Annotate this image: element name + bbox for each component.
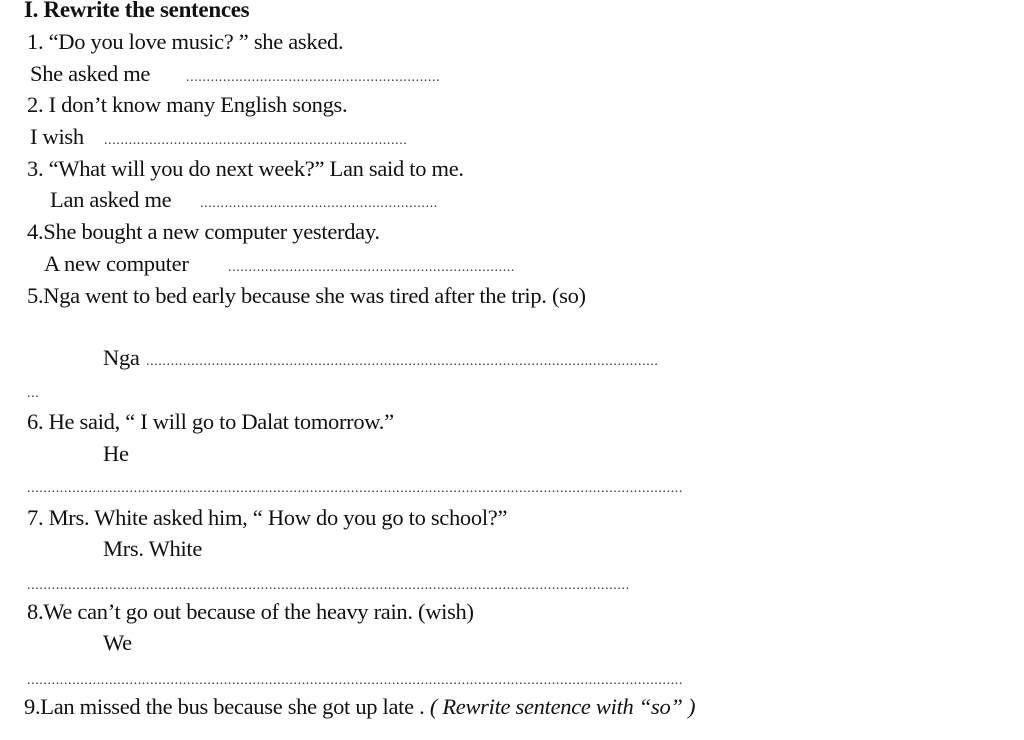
question-9-text: 9.Lan missed the bus because she got up late . <box>24 694 430 719</box>
answer-line-5: ............................................................................................................................. <box>146 354 659 369</box>
answer-line-8: ................................................................................................................................................................ <box>27 673 683 688</box>
answer-line-7: ................................................................................................................................................... <box>27 578 630 593</box>
answer-line-2: .......................................................................... <box>104 133 408 148</box>
answer-start-2: I wish <box>30 124 84 149</box>
answer-start-4: A new computer <box>44 251 189 276</box>
answer-line-4: ...................................................................... <box>228 260 515 275</box>
question-1: 1. “Do you love music? ” she asked. <box>27 29 344 54</box>
question-9 <box>24 693 695 721</box>
question-8: 8.We can’t go out because of the heavy rain. (wish) <box>27 599 474 624</box>
answer-line-3: .......................................................... <box>200 196 438 211</box>
answer-start-7: Mrs. White <box>103 536 203 561</box>
question-3: 3. “What will you do next week?” Lan said to me. <box>27 156 464 181</box>
question-2: 2. I don’t know many English songs. <box>27 92 348 117</box>
answer-start-5: Nga <box>103 345 140 370</box>
question-6: 6. He said, “ I will go to Dalat tomorrow.” <box>27 409 394 434</box>
answer-start-6: He <box>103 441 129 466</box>
answer-line-1: .............................................................. <box>186 70 441 85</box>
section-title: I. Rewrite the sentences <box>24 0 250 22</box>
question-4: 4.She bought a new computer yesterday. <box>27 219 380 244</box>
answer-line-5-continued: ... <box>27 386 40 401</box>
question-5: 5.Nga went to bed early because she was tired after the trip. (so) <box>27 283 586 308</box>
answer-start-8: We <box>103 630 132 655</box>
answer-line-6: ................................................................................................................................................................ <box>27 481 683 496</box>
question-9-instruction: ( Rewrite sentence with “so” ) <box>429 694 696 719</box>
question-7: 7. Mrs. White asked him, “ How do you go to school?” <box>27 505 508 530</box>
answer-start-3: Lan asked me <box>50 187 172 212</box>
answer-start-1: She asked me <box>30 61 151 86</box>
